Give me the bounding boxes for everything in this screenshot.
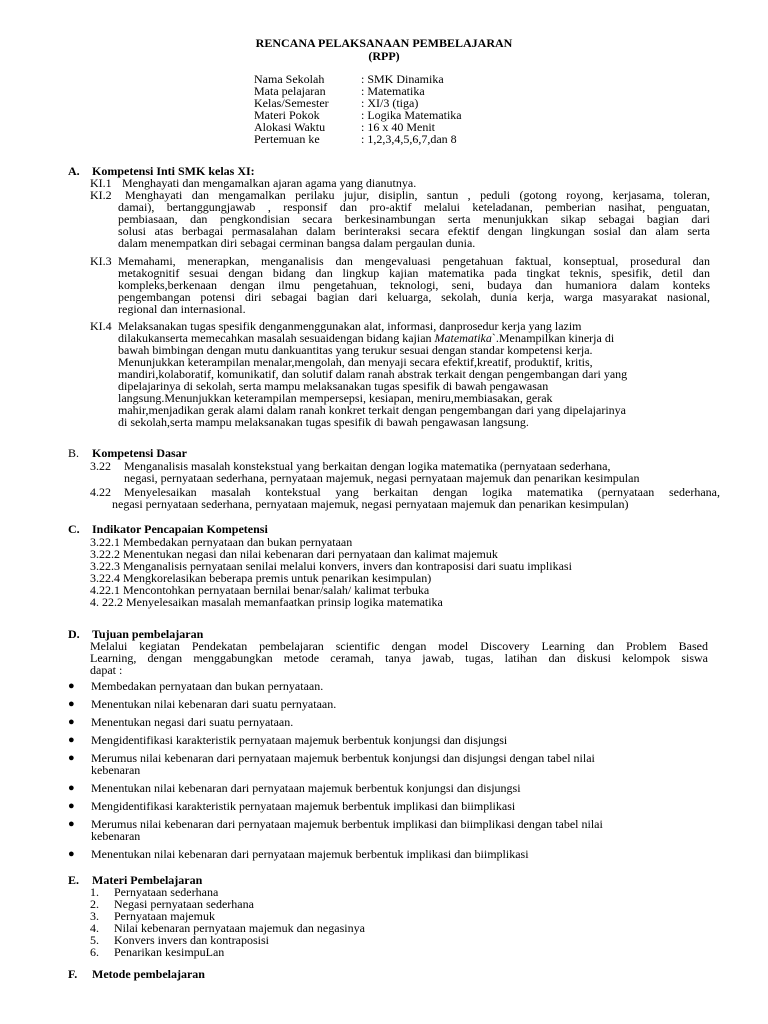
identity-info: [254, 73, 462, 145]
list-item: 2. Negasi pernyataan sederhana: [90, 897, 254, 911]
section-f-heading: F. Metode pembelajaran: [68, 967, 205, 981]
section-d-heading: D. Tujuan pembelajaran: [68, 627, 204, 641]
list-item: 5. Konvers invers dan kontraposisi: [90, 933, 269, 947]
info-row-school: Nama Sekolah : SMK Dinamika: [254, 72, 444, 86]
bullet-icon: ●: [68, 680, 75, 692]
material-list: [90, 886, 365, 958]
section-c-heading: C. Indikator Pencapaian Kompetensi: [68, 522, 268, 536]
info-row-meeting: Pertemuan ke : 1,2,3,4,5,6,7,dan 8: [254, 132, 457, 146]
list-item: 3.22.1 Membedakan pernyataan dan bukan pernyataan: [90, 535, 353, 549]
bullet-icon: ●: [68, 800, 75, 812]
bullet-icon: ●: [68, 818, 75, 830]
list-item: 4.22.1 Mencontohkan pernyataan bernilai benar/salah/ kalimat terbuka: [90, 583, 430, 597]
list-item: 1. Pernyataan sederhana: [90, 885, 219, 899]
bullet-icon: ●: [68, 716, 75, 728]
objective-intro: Melalui kegiatan Pendekatan pembelajaran scientific dengan model Discovery Learning dan Problem Based Learning, dengan menggabungkan metode ceramah, tanya jawab, tugas, latihan dan diskusi kelompok siswa dapat :: [90, 639, 708, 677]
document-page: RENCANA PELAKSANAAN PEMBELAJARAN (RPP) Nama Sekolah : SMK Dinamika Mata pelajaran : Matematika Kelas/Semester : XI/3 (tiga) Materi Pokok : Logika Matematika Alokasi Waktu : 16 x 40 Menit Pertemuan ke : 1,2,3,4,5,6,7,dan 8 A. Kompetensi Inti SMK kelas XI: KI.1 Menghayati dan mengamalkan ajaran agama yang dianutnya. KI.2 Menghayati dan mengamalkan perilaku jujur, disiplin, santun , peduli (gotong royong, kerjasama, toleran, damai), bertanggungjawab , responsif dan pro-aktif melalui keteladanan, pemberian nasihat, penguatan, pembiasaan, dan pengkondisian secara berkesinambungan serta menunjukkan sikap sebagai bagian dari solusi atas berbagai permasalahan dalam berinteraksi secara efektif dengan lingkungan sosial dan alam serta dalam menempatkan diri sebagai cerminan bangsa dalam pergaulan dunia. KI.3 Memahami, menerapkan, menganalisis dan mengevaluasi pengetahuan faktual, konseptual, prosedural dan metakognitif sesuai dengan bidang dan lingkup kajian matematika pada tingkat teknis, spesifik, detil dan kompleks,berkenaan dengan ilmu pengetahuan, teknologi, seni, budaya dan humaniora dalam konteks pengembangan potensi diri sebagai bagian dari keluarga, sekolah, dunia kerja, warga masyarakat nasional, regional dan internasional. KI.4 Melaksanakan tugas spesifik denganmenggunakan alat, informasi, danprosedur kerja yang lazim dilakukanserta memecahkan masalah sesuaidengan bidang kajian Matematika`.Menampilkan kinerja di bawah bimbingan dengan mutu dankuantitas yang terukur sesuai dengan standar kompetensi kerja. Menunjukkan keterampilan menalar,mengolah, dan menyaji secara efektif,kreatif, produktif, kritis, mandiri,kolaboratif, komunikatif, dan solutif dalam ranah abstrak terkait dengan pengembangan dari yang dipelajarinya di sekolah, serta mampu melaksanakan tugas spesifik di bawah pengawasan langsung.Menunjukkan keterampilan mempersepsi, kesiapan, meniru,membiasakan, gerak mahir,menjadikan gerak alami dalam ranah konkret terkait dengan pengembangan dari yang dipelajarinya di sekolah,serta mampu melaksanakan tugas spesifik di bawah pengawasan langsung. B. Kompetensi Dasar 3.22 Menganalisis masalah konstekstual yang berkaitan dengan logika matematika (pernyataan sederhana, negasi, pernyataan sederhana, pernyataan majemuk, negasi pernyataan majemuk dan penarikan kesimpulan 4.22 Menyelesaikan masalah kontekstual yang berkaitan dengan logika matematika (pernyataan sederhana, negasi pernyataan sederhana, pernyataan majemuk, negasi pernyataan majemuk dan penarikan kesimpulan) C. Indikator Pencapaian Kompetensi 3.22.1 Membedakan pernyataan dan bukan pernyataan 3.22.2 Menentukan negasi dan nilai kebenaran dari pernyataan dan kalimat majemuk 3.22.3 Menganalisis pernyataan senilai melalui konvers, invers dan kontraposisi dari suatu implikasi 3.22.4 Mengkorelasikan beberapa premis untuk penarikan kesimpulan) 4.22.1 Mencontohkan pernyataan bernilai benar/salah/ kalimat terbuka 4. 22.2 Menyelesaikan masalah memanfaatkan prinsip logika matematika D. Tujuan pembelajaran Melalui kegiatan Pendekatan pembelajaran scientific dengan model Discovery Learning dan Problem Based Learning, dengan menggabungkan metode ceramah, tanya jawab, tugas, latihan dan diskusi kelompok siswa dapat : ● Membedakan pernyataan dan bukan pernyataan. ● Menentukan nilai kebenaran dari suatu pernyataan. ● Menentukan negasi dari suatu pernyataan. ● Mengidentifikasi karakteristik pernyataan majemuk berbentuk konjungsi dan disjungsi ● Merumus nilai kebenaran dari pernyataan majemuk berbentuk konjungsi dan disjungsi dengan tabel nilai kebenaran ● Menentukan nilai kebenaran dari pernyataan majemuk berbentuk konjungsi dan disjungsi ● Mengidentifikasi karakteristik pernyataan majemuk berbentuk implikasi dan biimplikasi ● Merumus nilai kebenaran dari pernyataan majemuk berbentuk implikasi dan biimplikasi dengan tabel nilai kebenaran ● Menentukan nilai kebenaran dari pernyataan majemuk berbentuk implikasi dan biimplikasi E. Materi Pembelajaran 1. Pernyataan sederhana 2. Negasi pernyataan sederhana 3. Pernyataan majemuk 4. Nilai kebenaran pernyataan majemuk dan negasinya 5. Konvers invers dan kontraposisi 6. Penarikan kesimpuLan F. Metode pembelajaran: [0, 0, 768, 1024]
info-row-time: Alokasi Waktu : 16 x 40 Menit: [254, 120, 435, 134]
list-item: 3. Pernyataan majemuk: [90, 909, 215, 923]
bullet-icon: ●: [68, 848, 75, 860]
bullet-icon: ●: [68, 752, 75, 764]
list-item: 3.22.3 Menganalisis pernyataan senilai melalui konvers, invers dan kontraposisi dari suatu implikasi: [90, 559, 572, 573]
list-item: 3.22.4 Mengkorelasikan beberapa premis untuk penarikan kesimpulan): [90, 571, 432, 585]
bullet-icon: ●: [68, 782, 75, 794]
section-b-heading: B. Kompetensi Dasar: [68, 446, 187, 460]
list-item: 4. Nilai kebenaran pernyataan majemuk dan negasinya: [90, 921, 365, 935]
info-row-subject: Mata pelajaran : Matematika: [254, 84, 425, 98]
document-subtitle: (RPP): [368, 49, 400, 63]
bullet-icon: ●: [68, 698, 75, 710]
info-row-class: Kelas/Semester : XI/3 (tiga): [254, 96, 419, 110]
section-e-heading: E. Materi Pembelajaran: [68, 873, 203, 887]
section-a-heading: A. Kompetensi Inti SMK kelas XI:: [68, 164, 255, 178]
list-item: 6. Penarikan kesimpuLan: [90, 945, 225, 959]
bullet-icon: ●: [68, 734, 75, 746]
indicator-list: [90, 536, 572, 608]
info-row-topic: Materi Pokok : Logika Matematika: [254, 108, 462, 122]
list-item: 3.22.2 Menentukan negasi dan nilai kebenaran dari pernyataan dan kalimat majemuk: [90, 547, 498, 561]
document-title: RENCANA PELAKSANAAN PEMBELAJARAN: [255, 36, 513, 50]
list-item: 4. 22.2 Menyelesaikan masalah memanfaatkan prinsip logika matematika: [90, 595, 443, 609]
